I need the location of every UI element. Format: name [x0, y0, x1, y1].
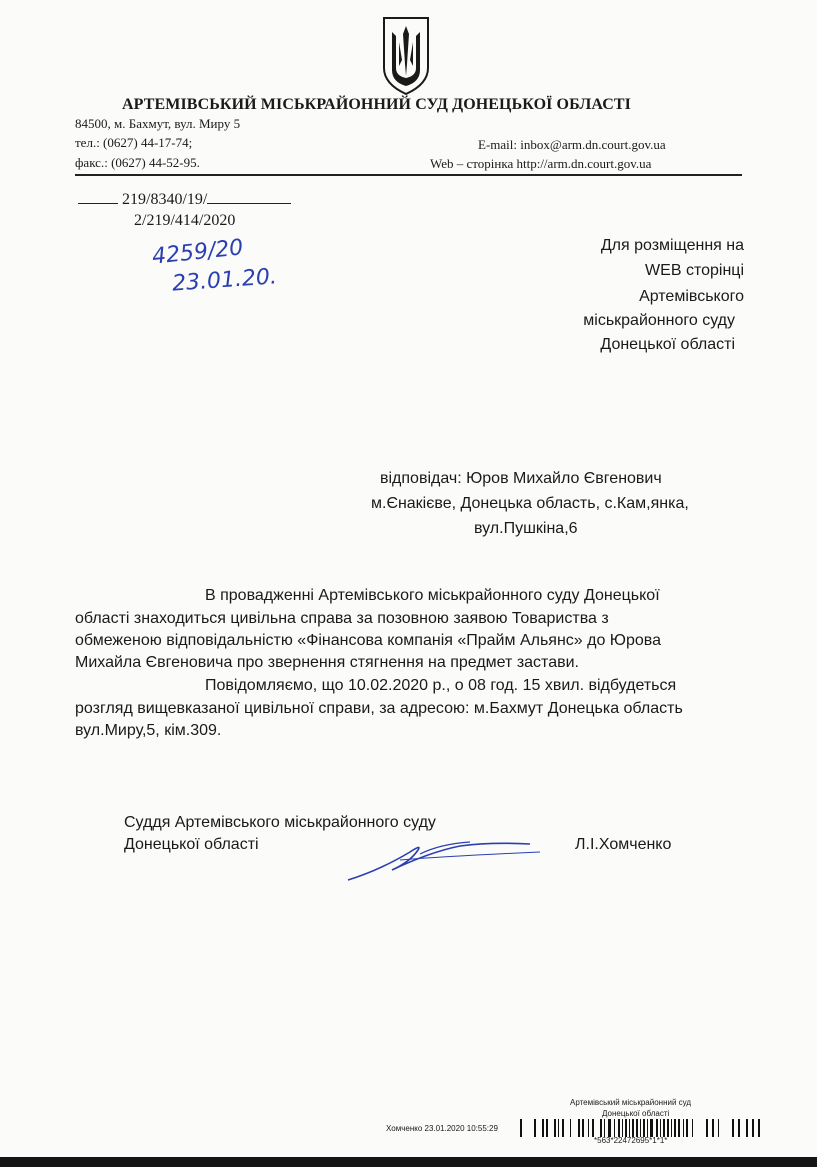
judge-name: Л.І.Хомченко	[575, 836, 672, 853]
header-divider	[75, 174, 742, 176]
body-line-4: Михайла Євгеновича про звернення стягнення на предмет застави.	[75, 654, 579, 671]
barcode-icon	[520, 1119, 762, 1137]
trident-emblem-icon	[378, 14, 434, 98]
court-phone: тел.: (0627) 44-17-74;	[75, 135, 193, 150]
respondent-address-line-1: м.Єнакієве, Донецька область, с.Кам,янка,	[371, 495, 689, 512]
judge-title-line-1: Суддя Артемівського міськрайонного суду	[124, 814, 436, 831]
handwritten-date: 23.01.20.	[171, 264, 278, 297]
court-email: E-mail: inbox@arm.dn.court.gov.ua	[478, 137, 666, 152]
placement-line-1: Для розміщення на	[600, 237, 744, 254]
proceeding-number: 2/219/414/2020	[134, 212, 236, 229]
court-address: 84500, м. Бахмут, вул. Миру 5	[75, 116, 241, 131]
placement-line-2: WEB сторінці	[645, 262, 744, 279]
court-fax: факс.: (0627) 44-52-95.	[75, 155, 200, 170]
judge-title-line-2: Донецької області	[124, 836, 259, 853]
body-line-1: В провадженні Артемівського міськрайонного суду Донецької	[205, 587, 660, 604]
stamp-court-line-1: Артемівський міськрайонний суд	[570, 1098, 692, 1107]
handwritten-signature-icon	[340, 830, 550, 885]
underline-blank	[207, 203, 291, 204]
placement-line-3: Артемівського	[639, 288, 744, 305]
respondent-address-line-2: вул.Пушкіна,6	[474, 520, 578, 537]
placement-line-5: Донецької області	[600, 336, 735, 353]
court-name: АРТЕМІВСЬКИЙ МІСЬКРАЙОННИЙ СУД ДОНЕЦЬКОЇ ОБЛАСТІ	[122, 96, 632, 113]
body-line-2: області знаходиться цивільна справа за позовною заявою Товариства з	[75, 610, 609, 627]
case-number-line	[78, 191, 291, 209]
handwritten-incoming-number: 4259/20	[150, 235, 245, 270]
court-website: Web – сторінка http://arm.dn.court.gov.ua	[430, 156, 652, 171]
body-line-5: Повідомляємо, що 10.02.2020 р., о 08 год. 15 хвил. відбудеться	[205, 677, 677, 694]
body-line-6: розгляд вищевказаної цивільної справи, за адресою: м.Бахмут Донецька область	[75, 700, 683, 717]
stamp-user-time: Хомченко 23.01.2020 10:55:29	[386, 1124, 498, 1133]
underline-blank	[78, 203, 118, 204]
barcode-number: *563*22472695*1*1*	[594, 1136, 668, 1145]
placement-line-4: міськрайонного суду	[583, 312, 735, 329]
respondent-name: відповідач: Юров Михайло Євгенович	[380, 470, 662, 487]
scan-bottom-edge	[0, 1157, 817, 1167]
stamp-court-line-2: Донецької області	[602, 1109, 670, 1118]
case-number: 219/8340/19/	[122, 191, 208, 208]
body-line-3: обмеженою відповідальністю «Фінансова компанія «Прайм Альянс» до Юрова	[75, 632, 661, 649]
body-line-7: вул.Миру,5, кім.309.	[75, 722, 222, 739]
